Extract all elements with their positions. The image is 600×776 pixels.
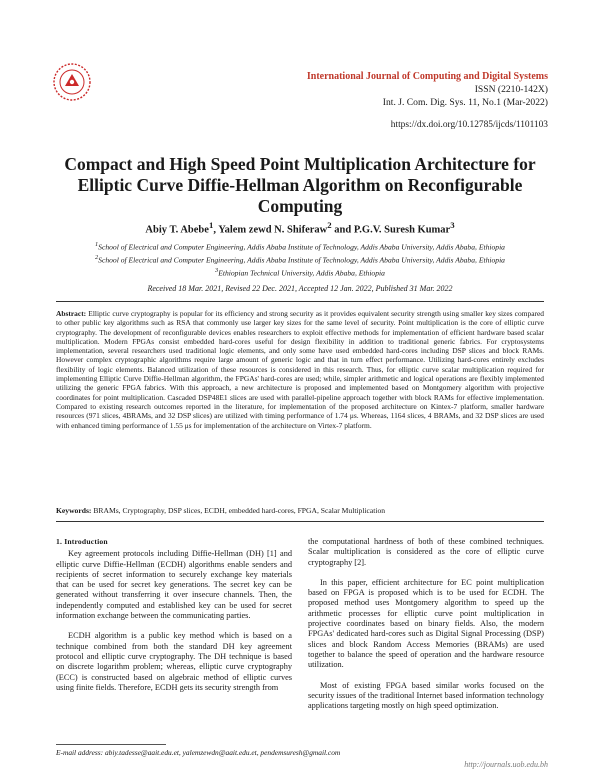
paragraph: the computational hardness of both of these combined techniques. Scalar multiplication is considered as the core of elliptic curve cryptography [2]. — [308, 537, 544, 567]
body-column-left — [56, 537, 292, 703]
journal-url[interactable]: http://journals.uob.edu.bh — [464, 760, 548, 769]
abstract-label: Abstract: — [56, 309, 87, 318]
author-name: Yalem zewd N. Shiferaw — [218, 224, 328, 236]
divider — [56, 521, 544, 522]
paragraph: Most of existing FPGA based similar works focused on the security issues of the traditional Internet based information technology applications targeting mostly on high speed optimization. — [308, 680, 544, 711]
affiliation-text: School of Electrical and Computer Engineering, Addis Ababa Institute of Technology, Addis Ababa University, Addis Ababa, Ethiopia — [98, 242, 505, 252]
author-name: Abiy T. Abebe — [145, 224, 209, 236]
author-name: P.G.V. Suresh Kumar — [353, 224, 451, 236]
author-sup: 3 — [450, 220, 455, 230]
affiliation-sup: 1 — [95, 241, 99, 248]
affiliation-sup: 3 — [215, 267, 219, 275]
affiliation-line — [56, 253, 544, 266]
divider — [56, 301, 544, 302]
affiliation-sup: 2 — [95, 254, 99, 262]
abstract — [56, 309, 544, 430]
affiliation-line — [56, 240, 544, 253]
author-separator: , — [213, 224, 219, 236]
keywords-text: BRAMs, Cryptography, DSP slices, ECDH, embedded hard-cores, FPGA, Scalar Multiplication — [93, 506, 386, 515]
keywords-label: Keywords: — [56, 506, 92, 515]
abstract-text: Elliptic curve cryptography is popular for its efficiency and strong security as it provides equivalent security strength using smaller key sizes compared to other public key algorithms such as RSA that commonly use larger key sizes for the same level of security. Point multiplication is the core of elliptic curve cryptography. The development of reconfigurable devices enables researchers to exploit effective methods for implementation of efficient hardware based scalar multiplication. Modern FPGAs consist embedded hard-cores useful for design flexibility in addition to traditional generic fabrics. For cryptosystems implementation, several researchers used traditional logic elements, and only some have used embedded hard-cores including DSP slices and block RAMs. However complex cryptographic algorithms require large amount of generic logic and that in turn effect performance. Utilizing hard-cores entirely excludes flexibility of logic elements. Balanced utilization of these resources is considered in this research. Thus, for elliptic curve scalar multiplication required for implementing Elliptic Curve Diffie-Hellman algorithm, the FPGAs' hard-cores are used; while, simpler arithmetic and logical operations are flexibly implemented utilizing the generic FPGA fabrics. With this approach, a new architecture is proposed and implemented based on Montgomery algorithm with projective coordinates for point multiplication. Cascaded DSP48E1 slices are used with parallel-pipeline approach together with block RAMs for effective implementation. Compared to existing research outcomes reported in the literature, for implementation of the proposed architecture on Kintex-7 platform, smaller hardware resources (971 slices, 4BRAMs, and 32 DSP slices) are utilized with timing performance of 1.74 μs. Whereas, 1164 slices, 4 BRAMs, and 32 DSP slices are used with enhanced timing performance of 1.55 μs for implementation of the architecture on Virtex-7 platform. — [56, 309, 544, 430]
footnote-rule — [56, 744, 166, 745]
affiliation-line — [56, 266, 544, 279]
affiliation-text: Ethiopian Technical University, Addis Ababa, Ethiopia — [218, 268, 385, 278]
author-sup: 1 — [208, 220, 214, 230]
paragraph: Key agreement protocols including Diffie-Hellman (DH) [1] and elliptic curve Diffie-Hellman (ECDH) algorithms enable senders and recipients of secret information to securely exchange key materials that can be used for secret key generations. The secret key can be generated without transferring it over insecure channels. Then, the independently computed and established key can be used for secret information exchange between the communicating parties. — [56, 549, 292, 621]
journal-citation: Int. J. Com. Dig. Sys. 11, No.1 (Mar-2022) — [382, 97, 548, 108]
journal-name: International Journal of Computing and Digital Systems — [306, 71, 548, 82]
author-list — [56, 220, 544, 236]
publication-dates: Received 18 Mar. 2021, Revised 22 Dec. 2021, Accepted 12 Jan. 2022, Published 31 Mar. 2022 — [147, 284, 453, 293]
author-sup: 2 — [327, 220, 332, 230]
paragraph: In this paper, efficient architecture for EC point multiplication based on FPGA is proposed which is to be used for ECDH. The proposed method uses Montgomery algorithm to speed up the arithmetic processes for elliptic curve point multiplication in projective coordinates based on binary fields. Also, the modern FPGAs' dedicated hard-cores such as Digital Signal Processing (DSP) slices and block Random Access Memories (BRAMs) are used together to balance the speed of operation and the hardware resource utilization. — [308, 577, 544, 670]
journal-header — [307, 70, 548, 109]
journal-logo — [52, 62, 92, 102]
author-separator: and — [331, 224, 354, 236]
paragraph: ECDH algorithm is a public key method which is based on a technique combined from both the standard DH key agreement protocol and elliptic curve cryptography. The DH technique is based on discrete logarithm problem; whereas, elliptic curve cryptography (ECC) is constructed based on algebraic method of elliptic curves using finite fields. Therefore, ECDH gets its security strength from — [56, 631, 292, 692]
journal-issn: ISSN (2210-142X) — [474, 84, 548, 95]
keywords — [56, 506, 544, 515]
affiliations — [56, 240, 544, 279]
paper-title: Compact and High Speed Point Multiplication Architecture for Elliptic Curve Diffie-Hellman Algorithm on Reconfigurable Computing — [64, 154, 536, 216]
body-column-right — [308, 537, 544, 721]
section-heading: 1. Introduction — [56, 537, 108, 546]
doi-link[interactable]: https://dx.doi.org/10.12785/ijcds/1101103 — [390, 120, 548, 130]
email-footnote: E-mail address: abiy.tadesse@aait.edu.et, yalemzewdn@aait.edu.et, pendemsuresh@gmail.com — [56, 748, 341, 757]
affiliation-text: School of Electrical and Computer Engineering, Addis Ababa Institute of Technology, Addis Ababa University, Addis Ababa, Ethiopia — [98, 255, 505, 265]
